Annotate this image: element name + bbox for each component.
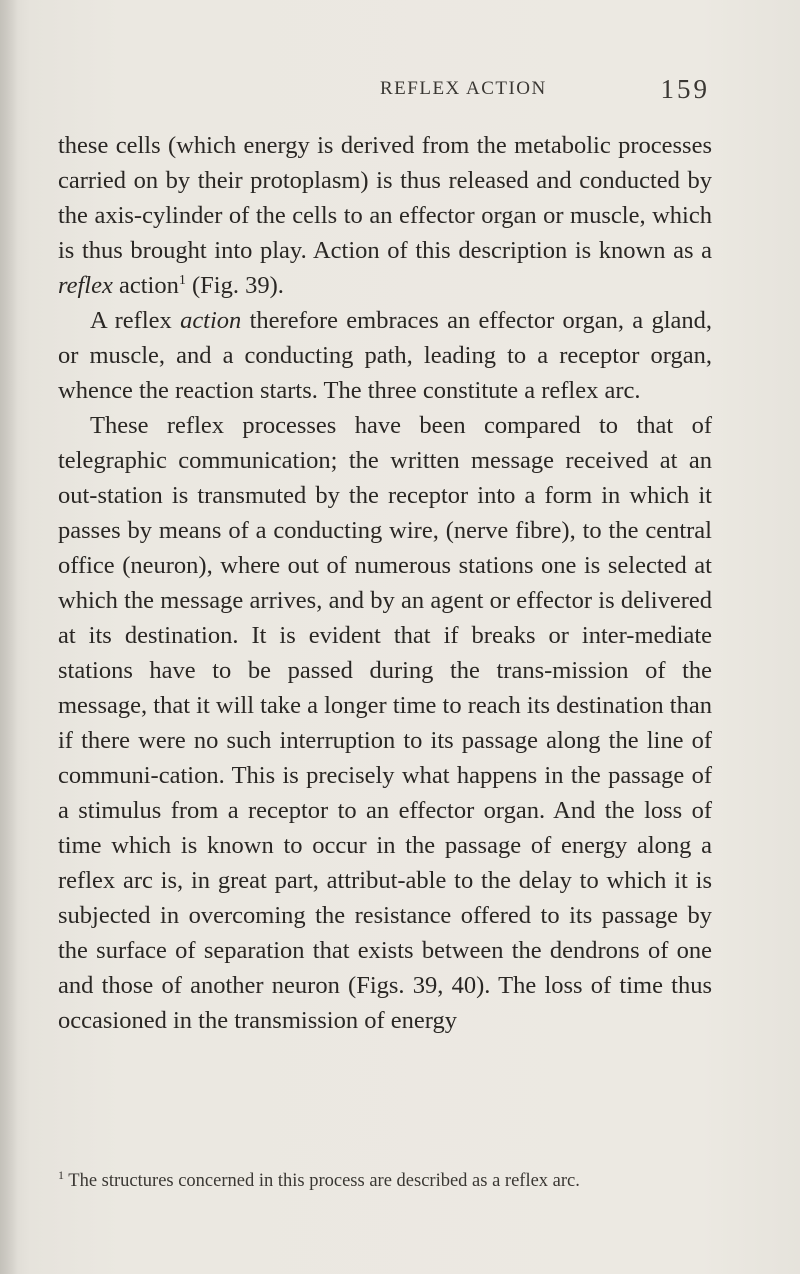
page-header — [0, 74, 800, 118]
emphasis-action: action — [180, 307, 242, 334]
footnote — [58, 1162, 712, 1194]
paragraph-3: These reflex processes have been compared to that of telegraphic communication; the written message received at an out-station is transmuted by the receptor into a form in which it passes by means of a conducting wire, (nerve fibre), to the central office (neuron), where out of numerous stations one is selected at which the message arrives, and by an agent or effector is delivered at its destination. It is evident that if breaks or inter-mediate stations have to be passed during the trans-mission of the message, that it will take a longer time to reach its destination than if there were no such interruption to its passage along the line of communi-cation. This is precisely what happens in the passage of a stimulus from a receptor to an effector organ. And the loss of time which is known to occur in the passage of energy along a reflex arc is, in great part, attribut-able to the delay to which it is subjected in overcoming the resistance offered to its passage by the surface of separation that exists between the dendrons of one and those of another neuron (Figs. 39, 40). The loss of time thus occasioned in the transmission of energy — [58, 412, 712, 1034]
running-head: REFLEX ACTION — [380, 78, 547, 99]
paragraph-2: A reflex action therefore embraces an effector organ, a gland, or muscle, and a conducting path, leading to a receptor organ, whence the reaction starts. The three constitute a reflex arc. — [58, 307, 713, 404]
footnote-text: The structures concerned in this process are described as a reflex arc. — [64, 1171, 580, 1192]
footnote-reference: 1 — [178, 272, 186, 288]
footnote-mark: 1 — [58, 1168, 64, 1182]
paragraph-1: these cells (which energy is derived from the metabolic processes carried on by their protoplasm) is thus released and conducted by the axis-cylinder of the cells to an effector organ or muscle, which is thus brought into play. Action of this description is known as a reflex action$^1$ (Fig. 39). — [58, 132, 712, 299]
gutter-shadow — [0, 0, 18, 1274]
body-text — [58, 128, 712, 1038]
page-number: 159 — [660, 74, 710, 104]
emphasis-reflex: reflex — [58, 272, 113, 299]
